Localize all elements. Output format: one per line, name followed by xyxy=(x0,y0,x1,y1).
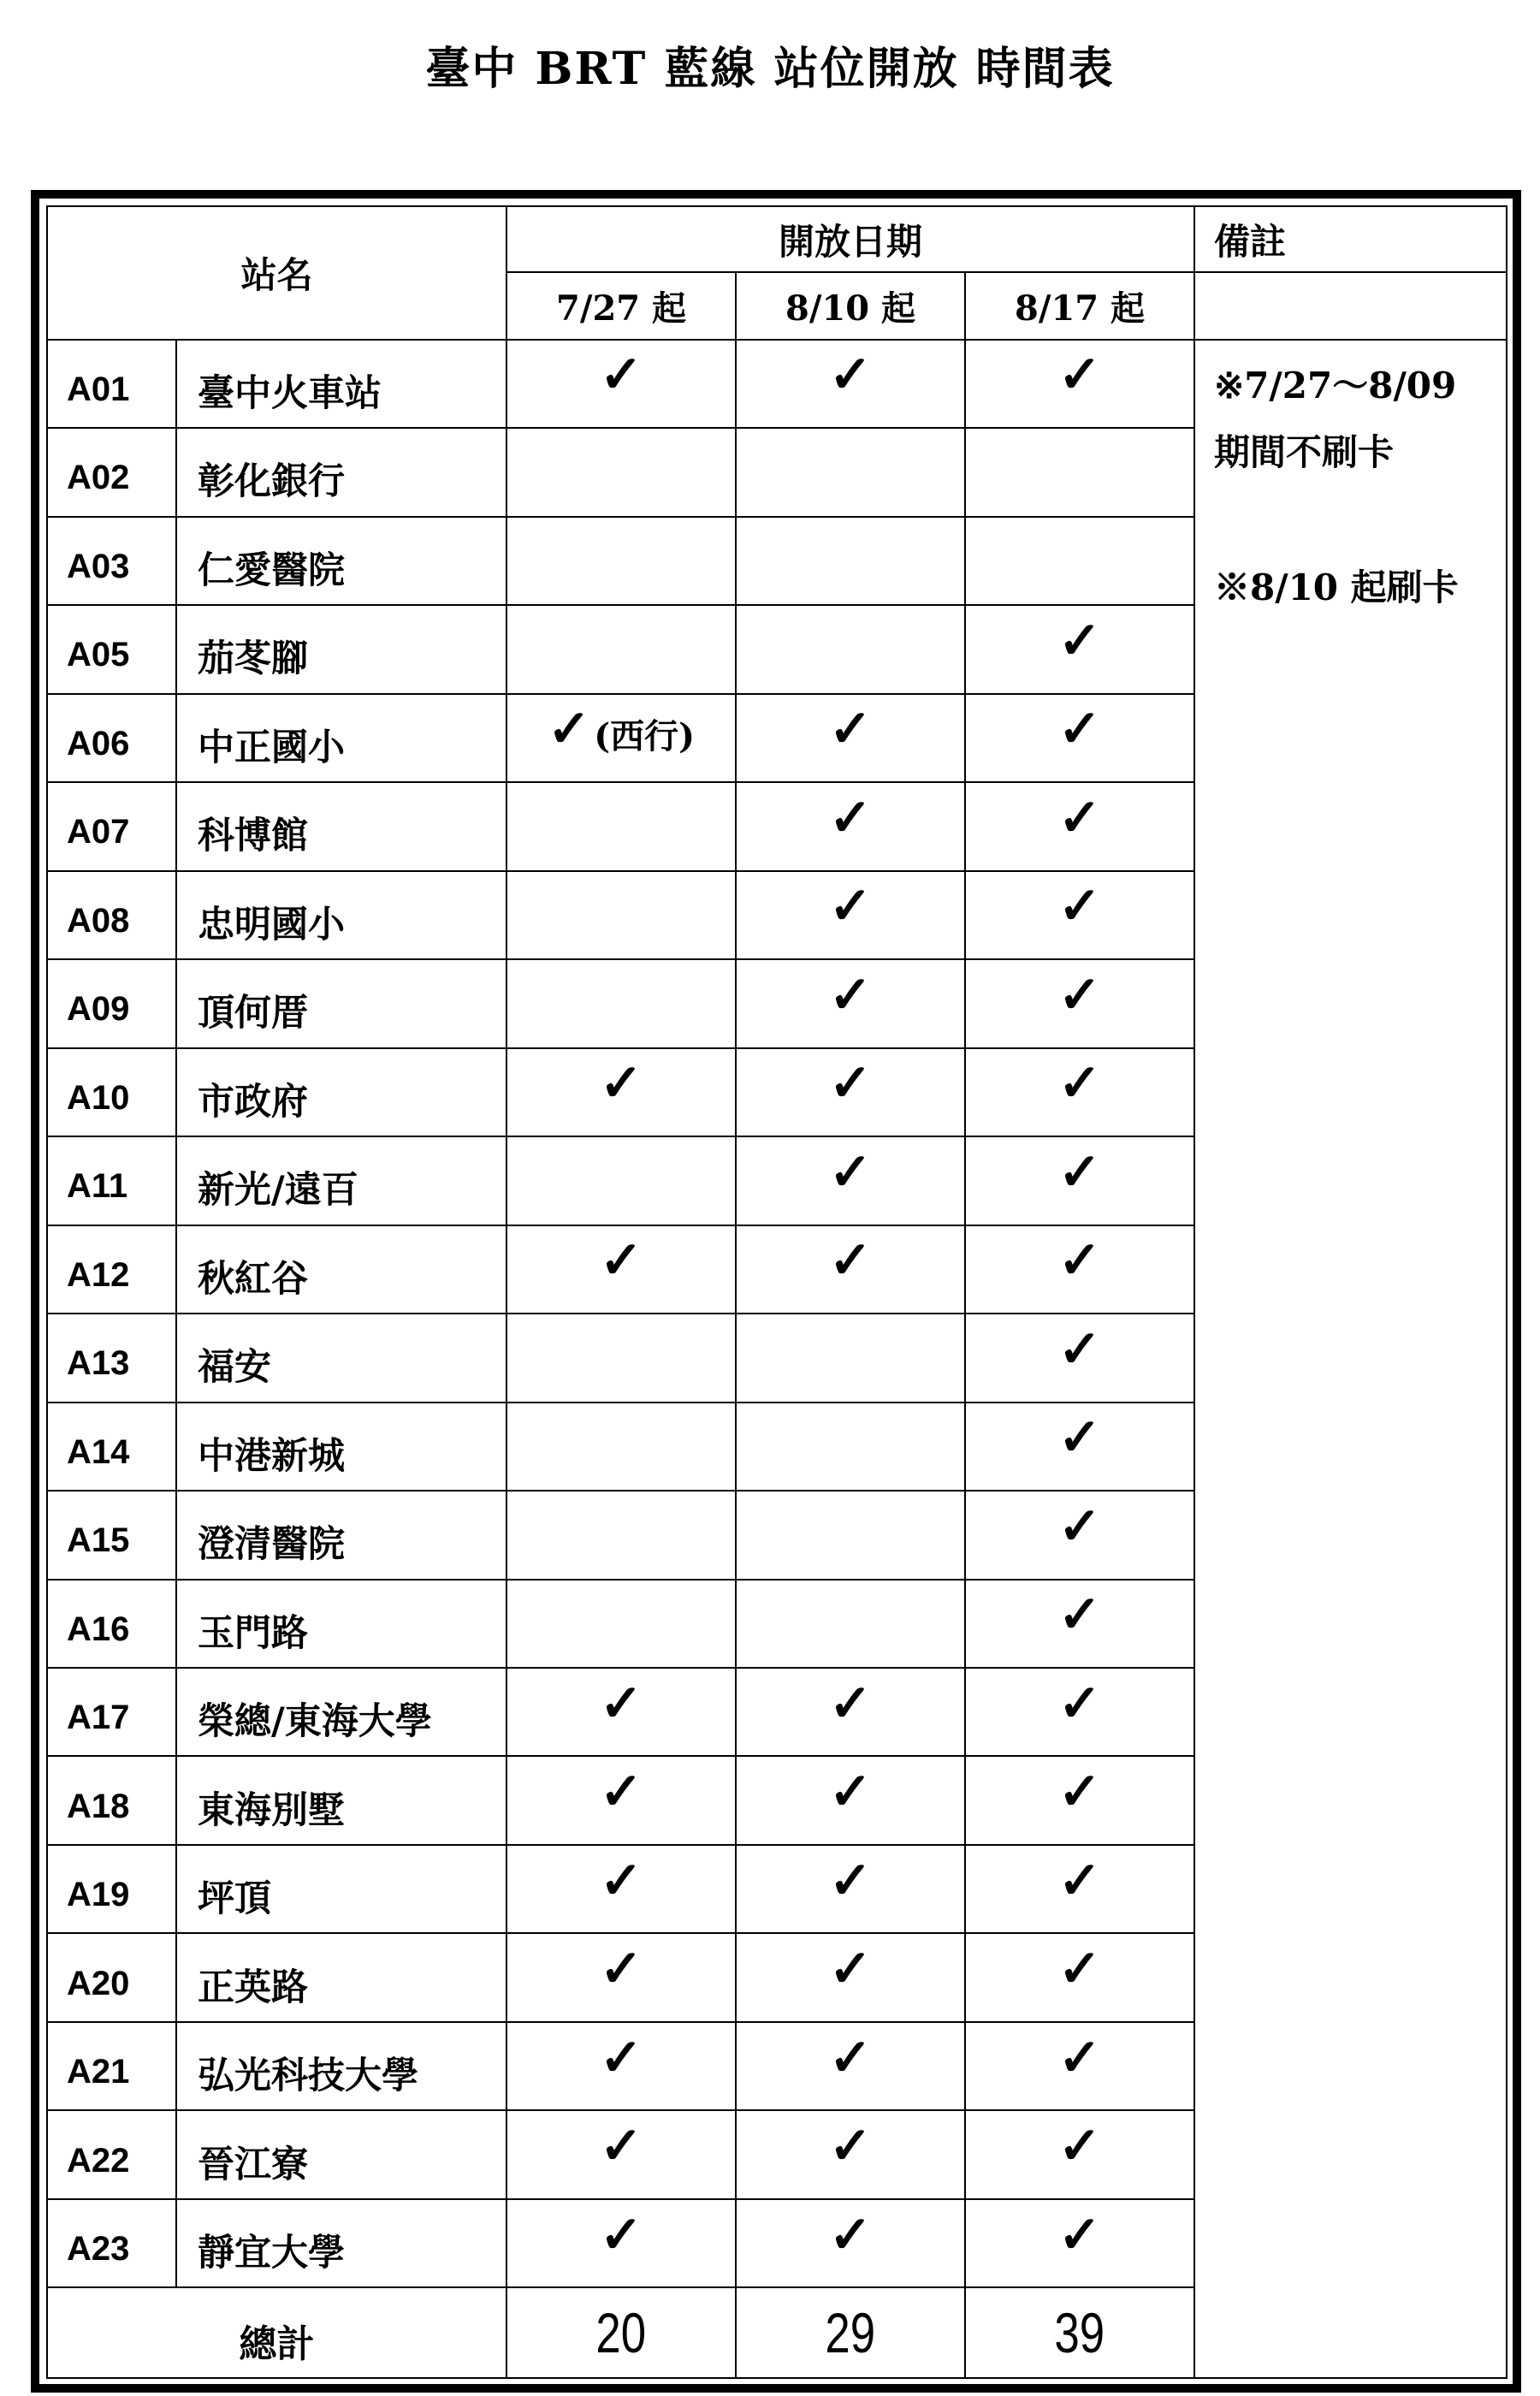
station-name: 中港新城 xyxy=(176,1403,506,1491)
station-code: A23 xyxy=(47,2199,176,2287)
open-mark-cell xyxy=(506,1048,736,1136)
open-mark-cell xyxy=(506,871,736,959)
check-icon: ✓ xyxy=(1057,610,1102,671)
check-icon: ✓ xyxy=(828,2204,873,2265)
open-mark-cell xyxy=(736,1580,965,1668)
open-mark-cell xyxy=(736,1756,965,1844)
open-mark-cell xyxy=(736,340,965,428)
station-name: 中正國小 xyxy=(176,694,506,782)
open-mark-cell xyxy=(736,959,965,1047)
check-icon: ✓ xyxy=(828,345,873,406)
check-icon: ✓ xyxy=(599,1939,643,2000)
remark-line: ※7/27～8/09 xyxy=(1214,364,1457,406)
total-value: 39 xyxy=(1054,2301,1105,2365)
station-code: A14 xyxy=(47,1403,176,1491)
open-mark-cell xyxy=(506,428,736,516)
open-mark-cell xyxy=(506,517,736,605)
open-mark-cell xyxy=(506,959,736,1047)
open-mark-cell xyxy=(506,1403,736,1491)
station-code: A11 xyxy=(47,1136,176,1225)
open-mark-cell xyxy=(736,2110,965,2198)
station-code: A21 xyxy=(47,2022,176,2110)
open-mark-cell xyxy=(736,517,965,605)
check-icon: ✓ xyxy=(828,1142,873,1202)
remarks-cell xyxy=(1194,340,1507,2378)
station-name: 新光/遠百 xyxy=(176,1136,506,1225)
open-mark-cell xyxy=(506,1136,736,1225)
check-icon: ✓ xyxy=(828,1939,873,2000)
check-icon: ✓ xyxy=(1057,1939,1102,2000)
open-mark-cell xyxy=(736,1933,965,2021)
station-code: A01 xyxy=(47,340,176,428)
check-icon: ✓ xyxy=(599,1231,643,1291)
station-code: A16 xyxy=(47,1580,176,1668)
open-mark-cell xyxy=(506,1845,736,1933)
check-icon: ✓ xyxy=(828,1053,873,1114)
open-mark-cell xyxy=(736,871,965,959)
station-name: 科博館 xyxy=(176,782,506,870)
open-mark-cell xyxy=(506,2022,736,2110)
station-code: A22 xyxy=(47,2110,176,2198)
total-value-cell xyxy=(736,2287,965,2378)
station-code: A07 xyxy=(47,782,176,870)
remark-spacer xyxy=(1214,486,1494,555)
station-name: 正英路 xyxy=(176,1933,506,2021)
station-name: 忠明國小 xyxy=(176,871,506,959)
total-value: 29 xyxy=(825,2301,876,2365)
station-name: 靜宜大學 xyxy=(176,2199,506,2287)
check-icon: ✓ xyxy=(1057,1053,1102,1114)
station-name: 頂何厝 xyxy=(176,959,506,1047)
station-code: A10 xyxy=(47,1048,176,1136)
page-title: 臺中 BRT 藍線 站位開放 時間表 xyxy=(425,43,1115,95)
station-code: A03 xyxy=(47,517,176,605)
open-mark-cell xyxy=(965,517,1194,605)
open-mark-cell xyxy=(736,782,965,870)
check-icon: ✓ xyxy=(599,345,643,406)
open-mark-cell xyxy=(506,782,736,870)
station-code: A06 xyxy=(47,694,176,782)
open-mark-cell xyxy=(736,1845,965,1933)
open-mark-cell xyxy=(506,2110,736,2198)
check-icon: ✓ xyxy=(1057,2204,1102,2265)
check-icon: ✓ xyxy=(1057,964,1102,1025)
check-icon: ✓ xyxy=(828,1762,873,1823)
date-header-0817: 8/17 起 xyxy=(965,272,1194,339)
open-mark-cell xyxy=(736,1225,965,1314)
check-icon: ✓ xyxy=(828,787,873,848)
check-icon: ✓ xyxy=(828,876,873,937)
check-icon: ✓ xyxy=(1057,1496,1102,1557)
check-icon: ✓ xyxy=(547,699,591,760)
open-mark-cell xyxy=(965,2199,1194,2287)
station-header: 站名 xyxy=(47,206,506,340)
open-mark-cell xyxy=(965,959,1194,1047)
open-mark-cell xyxy=(965,871,1194,959)
station-code: A12 xyxy=(47,1225,176,1314)
open-mark-cell xyxy=(506,1756,736,1844)
open-mark-cell xyxy=(965,1933,1194,2021)
open-mark-cell xyxy=(506,1933,736,2021)
station-code: A08 xyxy=(47,871,176,959)
station-code: A20 xyxy=(47,1933,176,2021)
check-icon: ✓ xyxy=(1057,345,1102,406)
open-mark-cell xyxy=(506,1225,736,1314)
open-mark-cell xyxy=(965,1403,1194,1491)
open-mark-cell xyxy=(736,1136,965,1225)
open-mark-cell xyxy=(965,1845,1194,1933)
check-icon: ✓ xyxy=(1057,1408,1102,1468)
check-icon: ✓ xyxy=(1057,1142,1102,1202)
station-name: 彰化銀行 xyxy=(176,428,506,516)
check-icon: ✓ xyxy=(1057,1585,1102,1646)
table-row xyxy=(47,340,1507,428)
open-mark-cell xyxy=(736,1668,965,1756)
remark-line: ※8/10 起刷卡 xyxy=(1214,566,1459,608)
open-mark-cell xyxy=(965,1668,1194,1756)
open-mark-cell xyxy=(506,1491,736,1579)
station-name: 坪頂 xyxy=(176,1845,506,1933)
open-mark-cell xyxy=(965,1580,1194,1668)
open-mark-cell xyxy=(965,694,1194,782)
check-icon: ✓ xyxy=(1057,1673,1102,1734)
open-mark-cell xyxy=(736,428,965,516)
open-mark-cell xyxy=(965,605,1194,693)
station-name: 榮總/東海大學 xyxy=(176,1668,506,1756)
total-value: 20 xyxy=(595,2301,647,2365)
open-mark-cell xyxy=(736,1314,965,1402)
open-mark-cell xyxy=(506,1314,736,1402)
station-name: 福安 xyxy=(176,1314,506,1402)
open-mark-cell xyxy=(965,2022,1194,2110)
check-icon: ✓ xyxy=(1057,787,1102,848)
station-code: A19 xyxy=(47,1845,176,1933)
check-icon: ✓ xyxy=(1057,1231,1102,1291)
station-name: 臺中火車站 xyxy=(176,340,506,428)
station-code: A05 xyxy=(47,605,176,693)
check-icon: ✓ xyxy=(1057,2027,1102,2088)
open-mark-cell xyxy=(506,2199,736,2287)
check-icon: ✓ xyxy=(599,2027,643,2088)
check-icon: ✓ xyxy=(1057,1762,1102,1823)
open-mark-cell xyxy=(965,1048,1194,1136)
open-mark-cell xyxy=(736,694,965,782)
total-value-cell xyxy=(506,2287,736,2378)
open-mark-cell xyxy=(965,428,1194,516)
open-mark-cell xyxy=(506,1668,736,1756)
station-name: 澄清醫院 xyxy=(176,1491,506,1579)
open-mark-cell xyxy=(736,1491,965,1579)
check-icon: ✓ xyxy=(599,2204,643,2265)
open-mark-cell xyxy=(736,1048,965,1136)
station-code: A18 xyxy=(47,1756,176,1844)
open-mark-cell xyxy=(736,1403,965,1491)
remarks-header: 備註 xyxy=(1194,206,1507,272)
open-mark-cell xyxy=(736,605,965,693)
check-icon: ✓ xyxy=(828,1850,873,1911)
check-icon: ✓ xyxy=(1057,1850,1102,1911)
total-value-cell xyxy=(965,2287,1194,2378)
header-row-1 xyxy=(47,206,1507,272)
open-mark-cell xyxy=(965,1314,1194,1402)
station-name: 東海別墅 xyxy=(176,1756,506,1844)
station-name: 市政府 xyxy=(176,1048,506,1136)
open-mark-cell xyxy=(965,1491,1194,1579)
station-name: 弘光科技大學 xyxy=(176,2022,506,2110)
open-mark-cell xyxy=(736,2022,965,2110)
station-name: 玉門路 xyxy=(176,1580,506,1668)
open-mark-cell xyxy=(965,1225,1194,1314)
remarks-header-blank xyxy=(1194,272,1507,339)
station-name: 晉江寮 xyxy=(176,2110,506,2198)
open-mark-cell xyxy=(506,1580,736,1668)
station-code: A17 xyxy=(47,1668,176,1756)
station-code: A09 xyxy=(47,959,176,1047)
open-mark-cell xyxy=(965,340,1194,428)
check-icon: ✓ xyxy=(828,1673,873,1734)
open-mark-cell xyxy=(965,782,1194,870)
remark-line: 期間不刷卡 xyxy=(1214,430,1395,473)
check-icon: ✓ xyxy=(599,1762,643,1823)
open-mark-cell xyxy=(506,605,736,693)
check-icon: ✓ xyxy=(1057,699,1102,760)
check-icon: ✓ xyxy=(599,1673,643,1734)
open-mark-cell xyxy=(965,2110,1194,2198)
date-header-0810: 8/10 起 xyxy=(736,272,965,339)
check-icon: ✓ xyxy=(1057,2116,1102,2177)
check-icon: ✓ xyxy=(599,1850,643,1911)
direction-note: (西行) xyxy=(594,716,696,757)
check-icon: ✓ xyxy=(828,1231,873,1291)
check-icon: ✓ xyxy=(599,2116,643,2177)
open-mark-cell xyxy=(965,1136,1194,1225)
station-name: 仁愛醫院 xyxy=(176,517,506,605)
station-name: 茄苳腳 xyxy=(176,605,506,693)
check-icon: ✓ xyxy=(828,2116,873,2177)
check-icon: ✓ xyxy=(828,2027,873,2088)
check-icon: ✓ xyxy=(599,1053,643,1114)
station-code: A15 xyxy=(47,1491,176,1579)
check-icon: ✓ xyxy=(1057,876,1102,937)
open-mark-cell xyxy=(736,2199,965,2287)
open-mark-cell xyxy=(506,694,736,782)
station-code: A02 xyxy=(47,428,176,516)
check-icon: ✓ xyxy=(828,699,873,760)
schedule-table xyxy=(46,205,1507,2379)
total-label: 總計 xyxy=(47,2287,506,2378)
open-date-header: 開放日期 xyxy=(506,206,1194,272)
station-name: 秋紅谷 xyxy=(176,1225,506,1314)
date-header-0727: 7/27 起 xyxy=(506,272,736,339)
station-code: A13 xyxy=(47,1314,176,1402)
open-mark-cell xyxy=(506,340,736,428)
check-icon: ✓ xyxy=(1057,1319,1102,1379)
open-mark-cell xyxy=(965,1756,1194,1844)
check-icon: ✓ xyxy=(828,964,873,1025)
